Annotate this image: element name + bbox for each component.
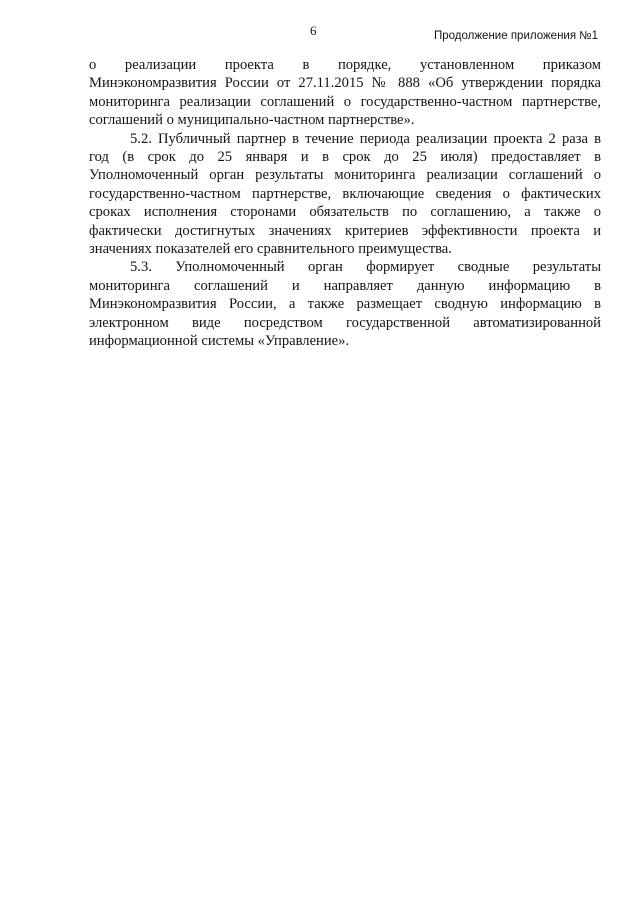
text-line: 5.2. Публичный партнер в течение периода реализации проекта 2 раза в	[130, 130, 601, 147]
text-line: информационной системы «Управление».	[89, 333, 350, 350]
text-line: 5.3. Уполномоченный орган формирует сводные результаты	[130, 259, 601, 276]
page-number: 6	[310, 23, 317, 38]
text-line: фактически достигнутых значениях критериев эффективности проекта и	[89, 222, 601, 239]
text-line: год (в срок до 25 января и в срок до 25 июля) предоставляет в	[89, 149, 601, 166]
text-line: мониторинга соглашений и направляет данную информацию в	[89, 277, 601, 294]
document-body	[89, 56, 601, 351]
text-line: мониторинга реализации соглашений о государственно-частном партнерстве,	[89, 93, 601, 110]
text-line: соглашений о муниципально-частном партнерстве».	[89, 112, 415, 129]
text-line: о реализации проекта в порядке, установленном приказом	[89, 57, 601, 73]
text-line: государственно-частном партнерстве, включающие сведения о фактических	[89, 185, 601, 202]
appendix-continuation-label: Продолжение приложения №1	[434, 30, 598, 42]
text-line: сроках исполнения сторонами обязательств по соглашению, а также о	[89, 204, 601, 221]
paragraph-5-2	[89, 130, 601, 259]
text-line: электронном виде посредством государственной автоматизированной	[89, 314, 601, 331]
text-line: значениях показателей его сравнительного преимущества.	[89, 241, 452, 258]
paragraph-5-3	[89, 258, 601, 350]
text-line: Минэкономразвития России, а также размещает сводную информацию в	[89, 296, 601, 313]
text-line: Уполномоченный орган результаты мониторинга реализации соглашений о	[89, 167, 601, 184]
paragraph-monitoring-order	[89, 56, 601, 130]
text-line: Минэкономразвития России от 27.11.2015 № 888 «Об утверждении порядка	[89, 75, 601, 92]
